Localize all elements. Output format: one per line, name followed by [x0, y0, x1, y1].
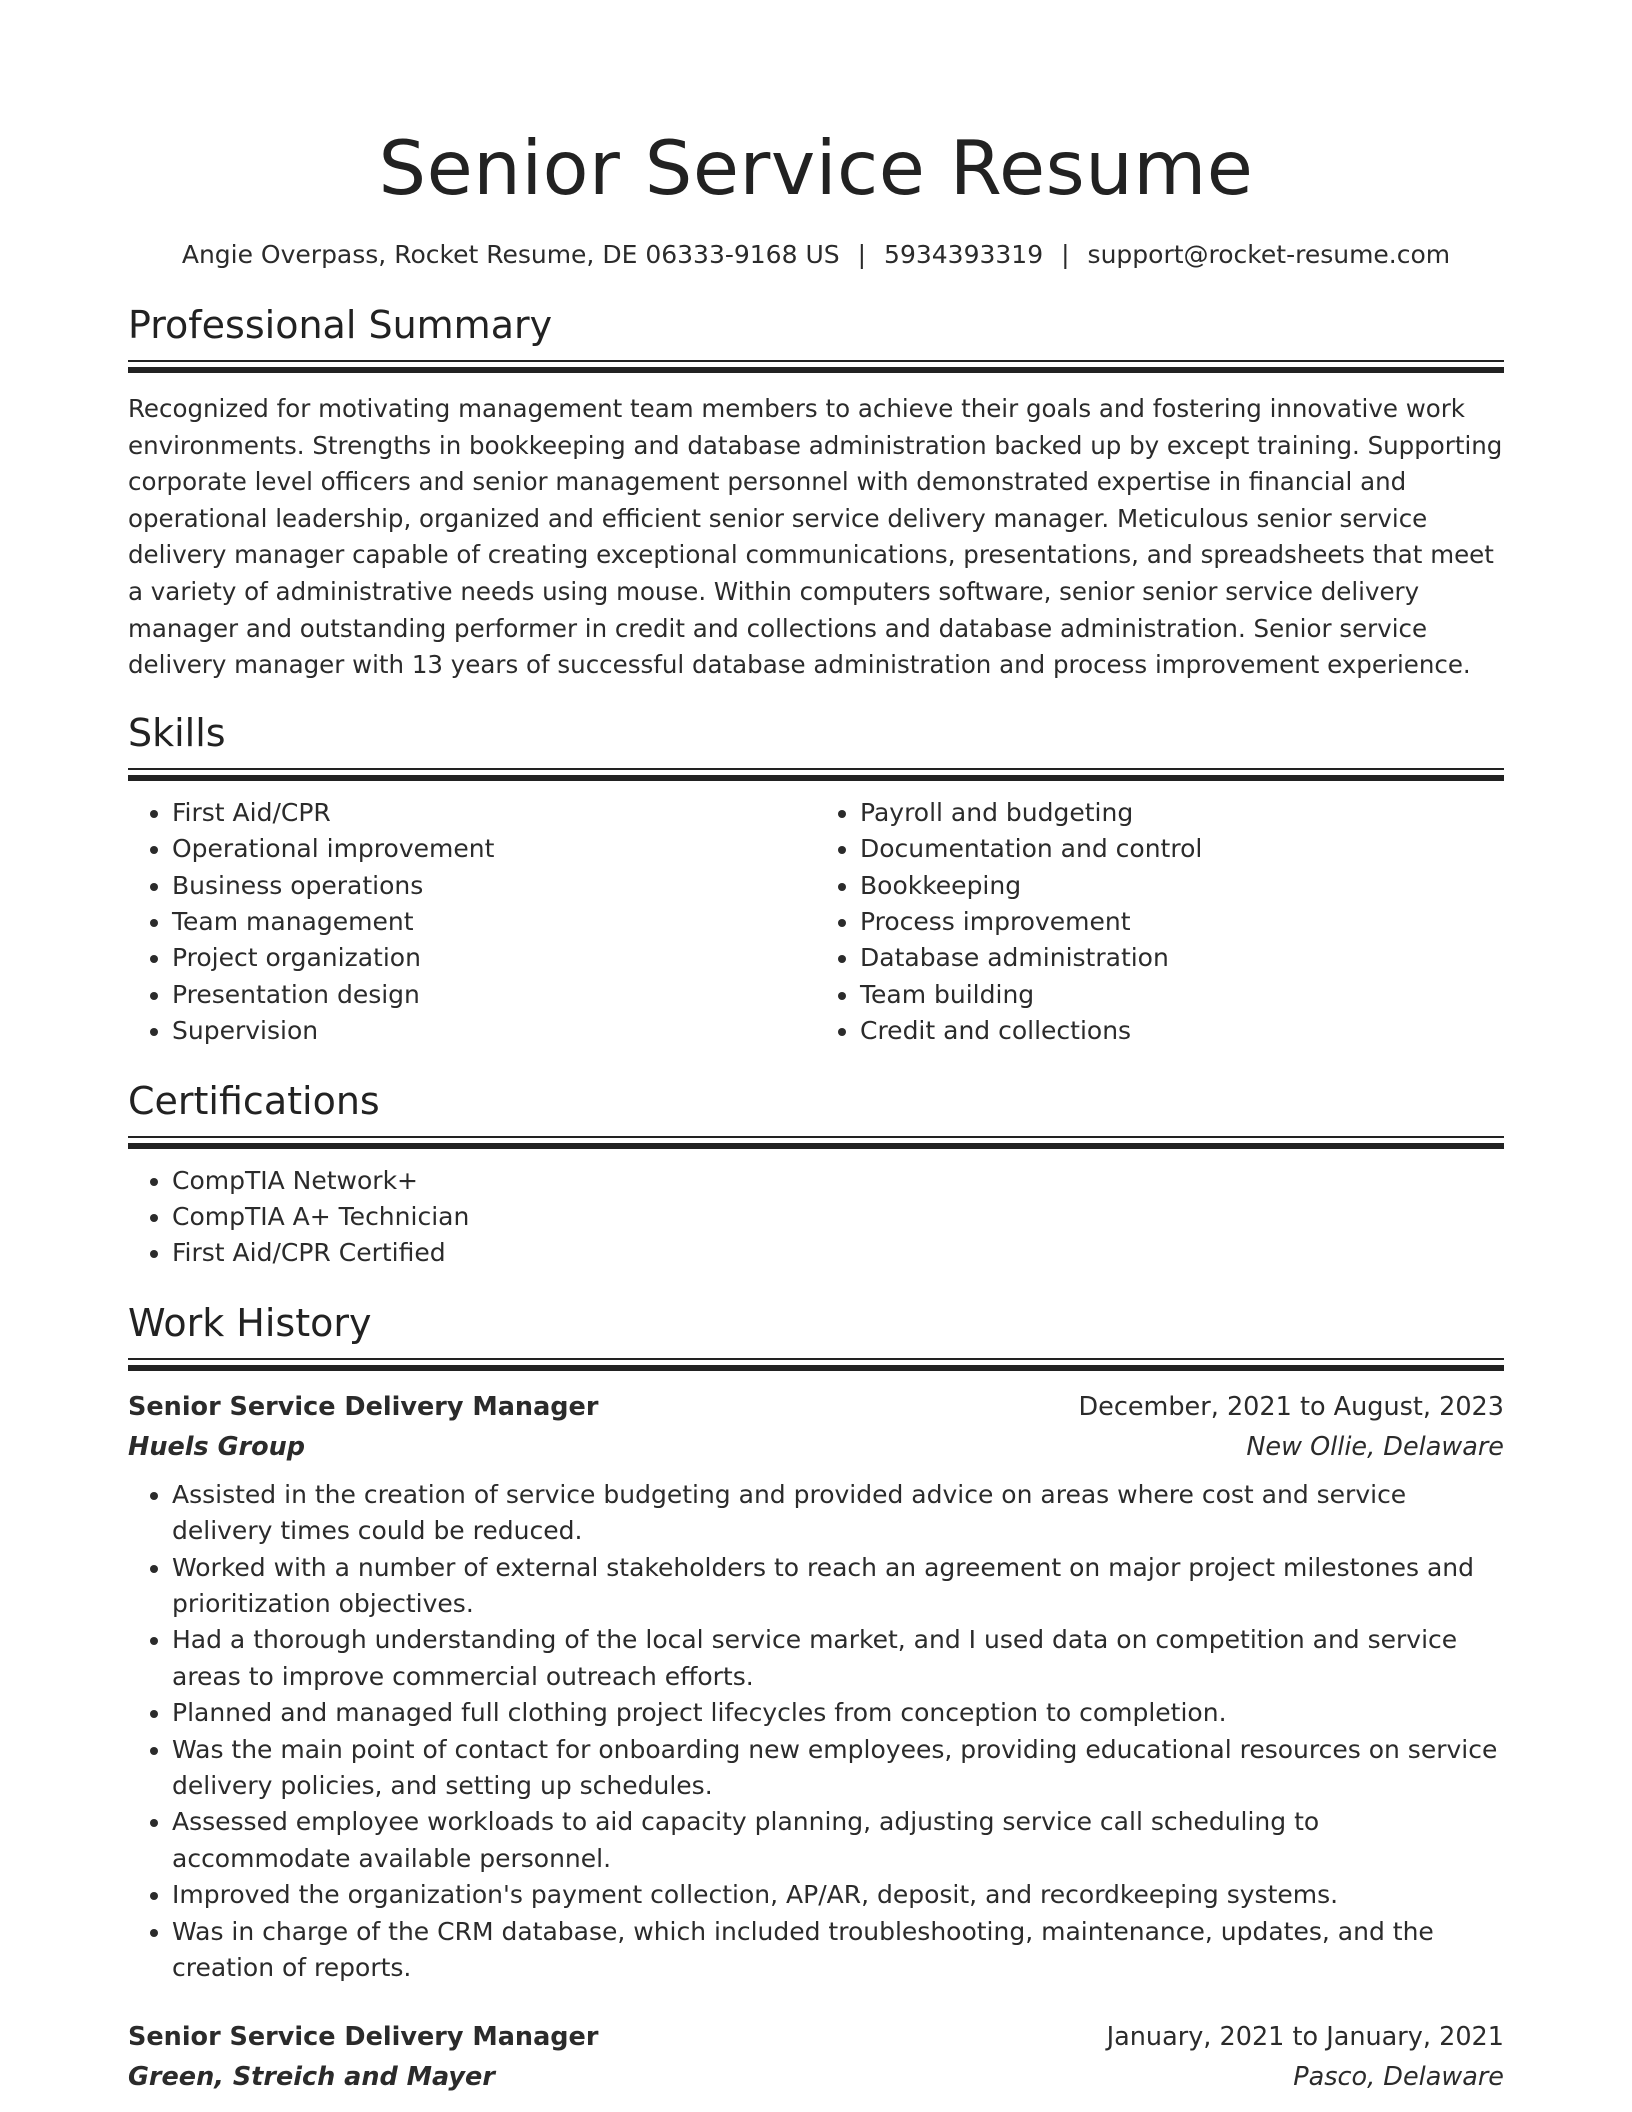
- job-company: Green, Streich and Mayer: [128, 2061, 495, 2092]
- job-header: [128, 1387, 1504, 1427]
- skills-list-right: [816, 795, 1504, 1050]
- skills-heading: Skills: [128, 710, 226, 755]
- job-dates: January, 2021 to January, 2021: [1106, 2021, 1504, 2052]
- skill-item: • First Aid/CPR: [172, 795, 816, 831]
- section-rule-thick: [128, 775, 1504, 781]
- certifications-section: [128, 1076, 1504, 1272]
- job-entry: [128, 2017, 1504, 2097]
- certifications-list: [128, 1163, 1504, 1272]
- skill-item: • Presentation design: [172, 977, 816, 1013]
- certification-item: • First Aid/CPR Certified: [172, 1235, 1504, 1271]
- job-company: Huels Group: [128, 1431, 306, 1462]
- skill-item: • Credit and collections: [860, 1013, 1504, 1049]
- skill-item: • Operational improvement: [172, 831, 816, 867]
- skill-item: • Business operations: [172, 868, 816, 904]
- skills-section: [128, 708, 1504, 1050]
- section-rule-thick: [128, 367, 1504, 373]
- job-bullet: • Was in charge of the CRM database, which included troubleshooting, maintenance, updates, and the creation of reports.: [172, 1914, 1504, 1987]
- work-history-heading: Work History: [128, 1300, 372, 1345]
- section-rule-thin: [128, 768, 1504, 770]
- section-rule-thick: [128, 1143, 1504, 1149]
- contact-address: Angie Overpass, Rocket Resume, DE 06333-9168 US: [181, 240, 840, 269]
- job-location: Pasco, Delaware: [1293, 2061, 1504, 2092]
- skill-item: • Supervision: [172, 1013, 816, 1049]
- certification-item: • CompTIA A+ Technician: [172, 1199, 1504, 1235]
- certification-item: • CompTIA Network+: [172, 1163, 1504, 1199]
- job-subheader: [128, 1427, 1504, 1467]
- section-rule-thick: [128, 1365, 1504, 1371]
- work-history-section: [128, 1298, 1504, 2097]
- contact-email: support@rocket-resume.com: [1087, 240, 1451, 269]
- summary-section: [128, 300, 1504, 684]
- summary-text: Recognized for motivating management team members to achieve their goals and fostering innovative work environments. Strengths in bookkeeping and database administration backed up by except training. Supporting corporate level officers and senior management personnel with demonstrated expertise in financial and operational leadership, organized and efficient senior service delivery manager. Meticulous senior service delivery manager capable of creating exceptional communications, presentations, and spreadsheets that meet a variety of administrative needs using mouse. Within computers software, senior senior service delivery manager and outstanding performer in credit and collections and database administration. Senior service delivery manager with 13 years of successful database administration and process improvement experience.: [128, 394, 1503, 680]
- job-bullets: [128, 1477, 1504, 1987]
- skill-item: • Payroll and budgeting: [860, 795, 1504, 831]
- job-title: Senior Service Delivery Manager: [128, 2021, 599, 2052]
- summary-heading: Professional Summary: [128, 303, 553, 347]
- job-bullet: • Had a thorough understanding of the local service market, and I used data on competition and service areas to improve commercial outreach efforts.: [172, 1622, 1504, 1695]
- skill-item: • Team management: [172, 904, 816, 940]
- section-rule-thin: [128, 1136, 1504, 1138]
- job-entry: [128, 1387, 1504, 1987]
- skill-item: • Documentation and control: [860, 831, 1504, 867]
- job-bullet: • Was the main point of contact for onboarding new employees, providing educational resources on service delivery policies, and setting up schedules.: [172, 1732, 1504, 1805]
- skill-item: • Bookkeeping: [860, 868, 1504, 904]
- job-bullet: • Worked with a number of external stakeholders to reach an agreement on major project milestones and prioritization objectives.: [172, 1550, 1504, 1623]
- skill-item: • Database administration: [860, 940, 1504, 976]
- section-rule-thin: [128, 360, 1504, 362]
- skills-list-left: [128, 795, 816, 1050]
- job-title: Senior Service Delivery Manager: [128, 1391, 599, 1422]
- job-bullet: • Assisted in the creation of service budgeting and provided advice on areas where cost and service delivery times could be reduced.: [172, 1477, 1504, 1550]
- job-subheader: [128, 2057, 1504, 2097]
- contact-phone: 5934393319: [884, 240, 1044, 269]
- skill-item: • Team building: [860, 977, 1504, 1013]
- job-bullet: • Assessed employee workloads to aid capacity planning, adjusting service call scheduling to accommodate available personnel.: [172, 1804, 1504, 1877]
- skill-item: • Project organization: [172, 940, 816, 976]
- skills-columns: [128, 795, 1504, 1050]
- job-bullet: • Improved the organization's payment collection, AP/AR, deposit, and recordkeeping systems.: [172, 1877, 1504, 1913]
- job-bullet: • Planned and managed full clothing project lifecycles from conception to completion.: [172, 1695, 1504, 1731]
- skill-item: • Process improvement: [860, 904, 1504, 940]
- contact-separator: |: [857, 240, 867, 269]
- job-location: New Ollie, Delaware: [1246, 1431, 1504, 1462]
- job-dates: December, 2021 to August, 2023: [1078, 1391, 1504, 1422]
- certifications-heading: Certifications: [128, 1078, 380, 1123]
- section-rule-thin: [128, 1358, 1504, 1360]
- contact-line: [128, 238, 1504, 272]
- resume-title: Senior Service Resume: [378, 124, 1254, 212]
- job-header: [128, 2017, 1504, 2057]
- contact-separator: |: [1061, 240, 1070, 269]
